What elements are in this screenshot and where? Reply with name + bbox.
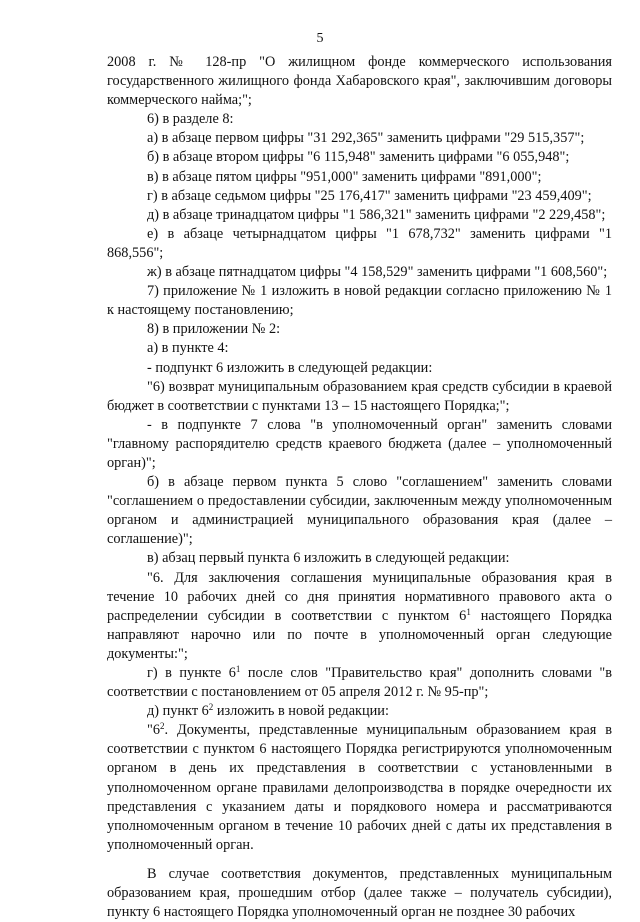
paragraph-item-6d: д) в абзаце тринадцатом цифры "1 586,321" заменить цифрами "2 229,458"; — [147, 206, 606, 223]
paragraph-quote-6: "6) возврат муниципальным образованием края средств субсидии в краевой бюджет в соответствии с пунктами 13 – 15 настоящего Порядка;"; — [107, 378, 612, 414]
paragraph-item-6: 6) в разделе 8: — [147, 111, 234, 128]
paragraph-item-8b: б) в абзаце первом пункта 5 слово "соглашением" заменить словами "соглашением о предоставлении субсидии, заключенным между уполномоченным органом и администрацией муниципального образования края (далее – соглашение)"; — [107, 474, 612, 548]
superscript: 2 — [160, 721, 165, 732]
page-number: 5 — [316, 31, 324, 46]
paragraph-item-7: 7) приложение № 1 изложить в новой редакции согласно приложению № 1 к настоящему постановлению; — [107, 283, 612, 319]
paragraph-subitem-6: - подпункт 6 изложить в следующей редакции: — [147, 359, 433, 376]
superscript: 1 — [466, 606, 471, 617]
paragraph-compliance: В случае соответствия документов, представленных муниципальным образованием края, прошедшим отбор (далее также – получатель субсидии), пункту 6 настоящего Порядка уполномоченный орган не позднее 30 рабочих — [107, 865, 612, 921]
paragraph-item-8a: а) в пункте 4: — [147, 340, 229, 357]
paragraph-subitem-7: - в подпункте 7 слова "в уполномоченный орган" заменить словами "главному распорядителю средств краевого бюджета (далее – уполномоченный орган)"; — [107, 416, 612, 471]
paragraph-item-8v: в) абзац первый пункта 6 изложить в следующей редакции: — [147, 550, 510, 567]
text-run: г) в пункте 6 — [147, 665, 236, 681]
text-run: изложить в новой редакции: — [213, 703, 389, 720]
paragraph-item-8g — [107, 664, 612, 702]
paragraph-item-6e: е) в абзаце четырнадцатом цифры "1 678,732" заменить цифрами "1 868,556"; — [107, 225, 612, 261]
text-run: д) пункт 6 — [147, 703, 209, 720]
paragraph-continuation: 2008 г. № 128-пр "О жилищном фонде коммерческого использования государственного жилищного фонда Хабаровского края", заключившим договоры коммерческого найма;"; — [107, 54, 612, 109]
paragraph-item-6a: а) в абзаце первом цифры "31 292,365" заменить цифрами "29 515,357"; — [147, 130, 585, 147]
paragraph-item-8d — [107, 702, 612, 721]
paragraph-item-6g: г) в абзаце седьмом цифры "25 176,417" заменить цифрами "23 459,409"; — [147, 187, 592, 204]
paragraph-item-6b: б) в абзаце втором цифры "6 115,948" заменить цифрами "6 055,948"; — [147, 149, 570, 166]
text-run: "6 — [147, 722, 160, 739]
paragraph-quote-point-6 — [107, 569, 612, 664]
document-body — [107, 53, 612, 922]
text-run: настоящего Порядка направляют нарочно или по почте в уполномоченный орган следующие документы:"; — [107, 607, 613, 662]
paragraph-item-6zh: ж) в абзаце пятнадцатом цифры "4 158,529" заменить цифрами "1 608,560"; — [147, 264, 608, 281]
text-run: "6. Для заключения соглашения муниципальные образования края в течение 10 рабочих дней со дня принятия нормативного правового акта о распределении субсидии в соответствии с пунктом 6 — [107, 569, 612, 624]
paragraph-item-6v: в) в абзаце пятом цифры "951,000" заменить цифрами "891,000"; — [147, 168, 542, 185]
text-run: после слов "Правительство края" дополнить словами "в соответствии с постановлением от 05 апреля 2012 г. № 95-пр"; — [107, 665, 612, 701]
paragraph-item-8: 8) в приложении № 2: — [147, 321, 281, 338]
paragraph-quote-point-6-2 — [107, 721, 612, 855]
text-run: . Документы, представленные муниципальным образованием края в соответствии с пунктом 6 настоящего Порядка регистрируются уполномоченным органом в день их представления в соответствии с установленными в уполномоченном органе правилами делопроизводства в порядке очередности их представления с указанием даты и порядкового номера и рассматриваются уполномоченным органом в течение 10 рабочих дней с даты их представления в уполномоченный орган. — [107, 722, 612, 853]
superscript: 1 — [235, 664, 241, 674]
superscript: 2 — [208, 702, 214, 713]
